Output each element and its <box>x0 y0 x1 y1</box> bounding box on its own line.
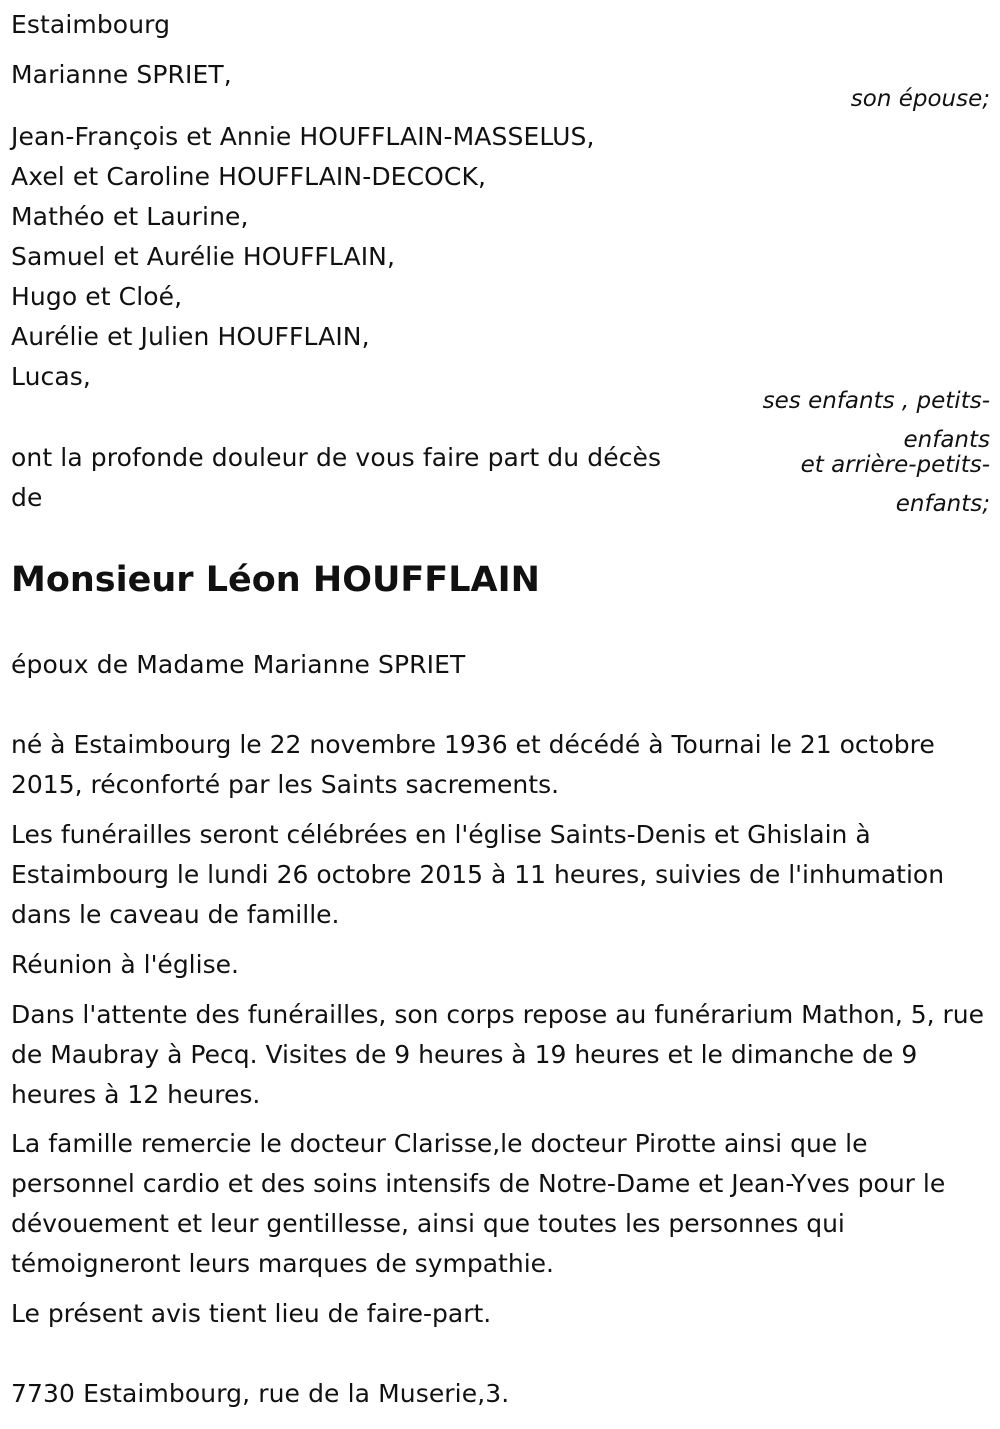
family-role-line: enfants <box>903 427 990 453</box>
birth-death-paragraph: né à Estaimbourg le 22 novembre 1936 et décédé à Tournai le 21 octobre 2015, réconforté par les Saints sacrements. <box>11 730 935 799</box>
family-member: Jean-François et Annie HOUFFLAIN-MASSELUS, <box>11 122 595 151</box>
meeting-paragraph: Réunion à l'église. <box>11 950 239 979</box>
deceased-name: Monsieur Léon HOUFFLAIN <box>11 560 540 600</box>
thanks-paragraph: La famille remercie le docteur Clarisse,le docteur Pirotte ainsi que le personnel cardio et des soins intensifs de Notre-Dame et Jean-Yves pour le dévouement et leur gentillesse, ainsi que toutes les personnes qui témoigneront leurs marques de sympathie. <box>11 1129 946 1278</box>
visits-paragraph: Dans l'attente des funérailles, son corps repose au funérarium Mathon, 5, rue de Maubray à Pecq. Visites de 9 heures à 19 heures et le dimanche de 9 heures à 12 heures. <box>11 1000 985 1109</box>
notice-paragraph: Le présent avis tient lieu de faire-part. <box>11 1299 492 1328</box>
announcement-line: de <box>11 483 43 512</box>
family-role-line: ses enfants , petits- <box>762 388 990 414</box>
family-member: Hugo et Cloé, <box>11 282 183 311</box>
family-role-line: et arrière-petits- <box>800 452 990 478</box>
announcement-line: ont la profonde douleur de vous faire part du décès <box>11 443 662 472</box>
family-role-line: enfants; <box>895 491 990 517</box>
family-member: Mathéo et Laurine, <box>11 202 249 231</box>
place-header: Estaimbourg <box>11 10 171 39</box>
family-member: Samuel et Aurélie HOUFFLAIN, <box>11 242 396 271</box>
spouse-role: son épouse; <box>850 86 990 112</box>
spouse-of: époux de Madame Marianne SPRIET <box>11 650 466 679</box>
funeral-paragraph: Les funérailles seront célébrées en l'église Saints-Denis et Ghislain à Estaimbourg le lundi 26 octobre 2015 à 11 heures, suivies de l'inhumation dans le caveau de famille. <box>11 820 945 929</box>
spouse-name: Marianne SPRIET, <box>11 60 232 89</box>
family-member: Axel et Caroline HOUFFLAIN-DECOCK, <box>11 162 487 191</box>
address: 7730 Estaimbourg, rue de la Muserie,3. <box>11 1379 510 1408</box>
family-member: Aurélie et Julien HOUFFLAIN, <box>11 322 370 351</box>
family-member: Lucas, <box>11 362 91 391</box>
